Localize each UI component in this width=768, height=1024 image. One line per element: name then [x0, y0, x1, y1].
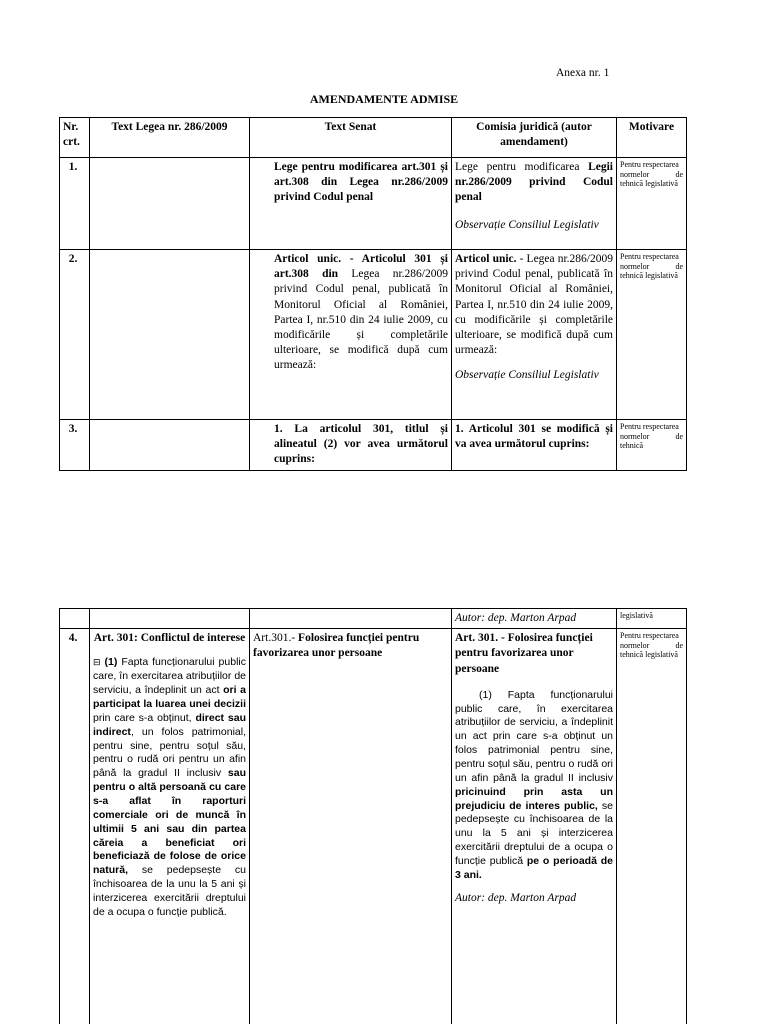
lege-cell: [90, 420, 250, 471]
row-number: 3.: [60, 420, 90, 471]
senat-cell: [250, 629, 452, 1024]
header-text-senat: Text Senat: [250, 118, 452, 158]
senat-cell: [250, 158, 452, 250]
annex-label: Anexa nr. 1: [556, 67, 610, 79]
senat-cell: [250, 609, 452, 629]
senat-cell: [250, 250, 452, 420]
comisia-text-1: (1) Fapta funcționarului public care, în exercitarea atribuțiilor de serviciu, a îndeplinit un act prin care s-a obținut un folos patrimonial pentru sine, pentru soțul său, pentru o rudă ori un afin până la gradul II inclusiv: [455, 688, 613, 784]
header-nr: Nr. crt.: [60, 118, 90, 158]
motivare-text-pre: Pentru respectarea normelor: [620, 160, 679, 179]
table-header-row: [60, 118, 687, 158]
lege-alin: (1): [104, 656, 118, 669]
header-text-lege: Text Legea nr. 286/2009: [90, 118, 250, 158]
comisia-author: Autor: dep. Marton Arpad: [455, 891, 577, 904]
comisia-observation: Observație Consiliul Legislativ: [455, 369, 599, 382]
row-number: 4.: [60, 629, 90, 1024]
lege-cell: [90, 609, 250, 629]
comisia-observation: Observație Consiliul Legislativ: [455, 218, 599, 231]
comisia-cell: [452, 158, 617, 250]
comisia-article-title: Art. 301. - Folosirea funcției pentru favorizarea unor persoane: [455, 632, 593, 675]
motivare-text-pre: Pentru respectarea normelor: [620, 422, 679, 441]
motivare-text-post: tehnică legislativă: [620, 179, 678, 189]
table-row: [60, 250, 687, 420]
motivare-cell: [617, 250, 687, 420]
row-number: [60, 609, 90, 629]
motivare-text-pre: Pentru respectarea normelor: [620, 631, 679, 650]
motivare-text-de: de: [675, 261, 683, 271]
motivare-text-de: de: [675, 431, 683, 441]
collapse-icon: ⊟: [93, 657, 101, 668]
motivare-text-post: tehnică legislativă: [620, 650, 678, 660]
motivare-text-pre: Pentru respectarea normelor: [620, 252, 679, 271]
comisia-text-plain: Lege pentru modificarea: [455, 161, 589, 173]
lege-article-body: [93, 656, 246, 919]
motivare-cell: [617, 420, 687, 471]
row-number: 1.: [60, 158, 90, 250]
comisia-text-bold: Legii nr.286/2009 privind Codul penal: [455, 161, 613, 204]
senat-text-plain: Legea nr.286/2009 privind Codul penal, publicată în Monitorul Oficial al României, Partea I, nr.510 din 24 iulie 2009, cu modificările și completările ulterioare, se modifică după cum urmează:: [274, 268, 448, 372]
comisia-cell: [452, 629, 617, 1024]
lege-article-title: Art. 301: Conflictul de interese: [93, 632, 246, 645]
comisia-text: [455, 160, 613, 206]
comisia-text-bold: Articol unic.: [455, 253, 517, 265]
amendments-table-page-2: [59, 608, 687, 1024]
table-row: [60, 420, 687, 471]
motivare-cell: [617, 158, 687, 250]
comisia-text-2: se pedepsește cu închisoarea de la unu la 5 ani și interzicerea exercitării dreptului de a ocupa o funcție publică: [455, 799, 613, 867]
motivare-text-de: de: [675, 640, 683, 650]
table-row-continued: [60, 609, 687, 629]
comisia-text: [455, 252, 613, 358]
comisia-text: 1. Articolul 301 se modifică și va avea următorul cuprins:: [455, 423, 613, 451]
senat-cell: [250, 420, 452, 471]
lege-text-1: Fapta funcționarului public care, în exercitarea atribuțiilor de serviciu, a îndeplinit un act: [93, 656, 246, 697]
motivare-cell: legislativă: [617, 609, 687, 629]
comisia-bold-2: pe o perioadă de 3 ani.: [455, 855, 614, 881]
senat-text: 1. La articolul 301, titlul și alineatul (2) vor avea următorul cuprins:: [274, 423, 448, 466]
motivare-cell: [617, 629, 687, 1024]
lege-cell: [90, 250, 250, 420]
comisia-author: Autor: dep. Marton Arpad: [452, 609, 617, 629]
lege-bold-3: sau pentru o altă persoană cu care s-a aflat în raporturi comerciale ori de muncă în ultimii 5 ani sau din partea căreia a beneficiat ori beneficiază de folose de orice natură,: [93, 767, 246, 877]
senat-text-bold: Folosirea funcției pentru favorizarea unor persoane: [253, 632, 420, 660]
row-number: 2.: [60, 250, 90, 420]
header-comisia: Comisia juridică (autor amendament): [452, 118, 617, 158]
comisia-text-plain: - Legea nr.286/2009 privind Codul penal, publicată în Monitorul Oficial al României, Partea I, nr.510 din 24 iulie 2009, cu modificările și completările ulterioare, se modifică după cum urmează:: [455, 253, 613, 357]
comisia-article-body: [455, 689, 613, 883]
senat-text-plain: Art.301.-: [253, 632, 299, 645]
motivare-text-post-short: tehnică: [620, 441, 644, 451]
senat-text: Lege pentru modificarea art.301 și art.308 din Legea nr.286/2009 privind Codul penal: [274, 161, 448, 204]
comisia-cell: [452, 420, 617, 471]
lege-bold-1: ori a participat la luarea unei decizii: [93, 684, 246, 710]
lege-text-2: prin care s-a obținut,: [93, 711, 196, 724]
lege-text-3: , un folos patrimonial, pentru sine, pentru soțul său, pentru o rudă ori pentru un afin până la gradul II inclusiv: [93, 725, 246, 780]
table-row: [60, 629, 687, 1024]
comisia-bold-1: pricinuind prin asta un prejudiciu de interes public,: [455, 785, 613, 812]
lege-bold-2: direct sau indirect: [93, 711, 246, 738]
senat-text-bold: Articol unic. - Articolul 301 și art.308 din: [274, 253, 448, 281]
lege-text-4: se pedepsește cu închisoarea de la unu la 5 ani și interzicerea exercitării dreptului de a ocupa o funcție publică.: [93, 864, 246, 918]
motivare-text-de: de: [675, 169, 683, 179]
lege-cell: [90, 629, 250, 1024]
header-motivare: Motivare: [617, 118, 687, 158]
table-row: [60, 158, 687, 250]
lege-cell: [90, 158, 250, 250]
motivare-text-post: tehnică legislativă: [620, 271, 678, 281]
amendments-table-page-1: [59, 117, 687, 471]
comisia-cell: [452, 250, 617, 420]
document-title: AMENDAMENTE ADMISE: [309, 92, 459, 106]
